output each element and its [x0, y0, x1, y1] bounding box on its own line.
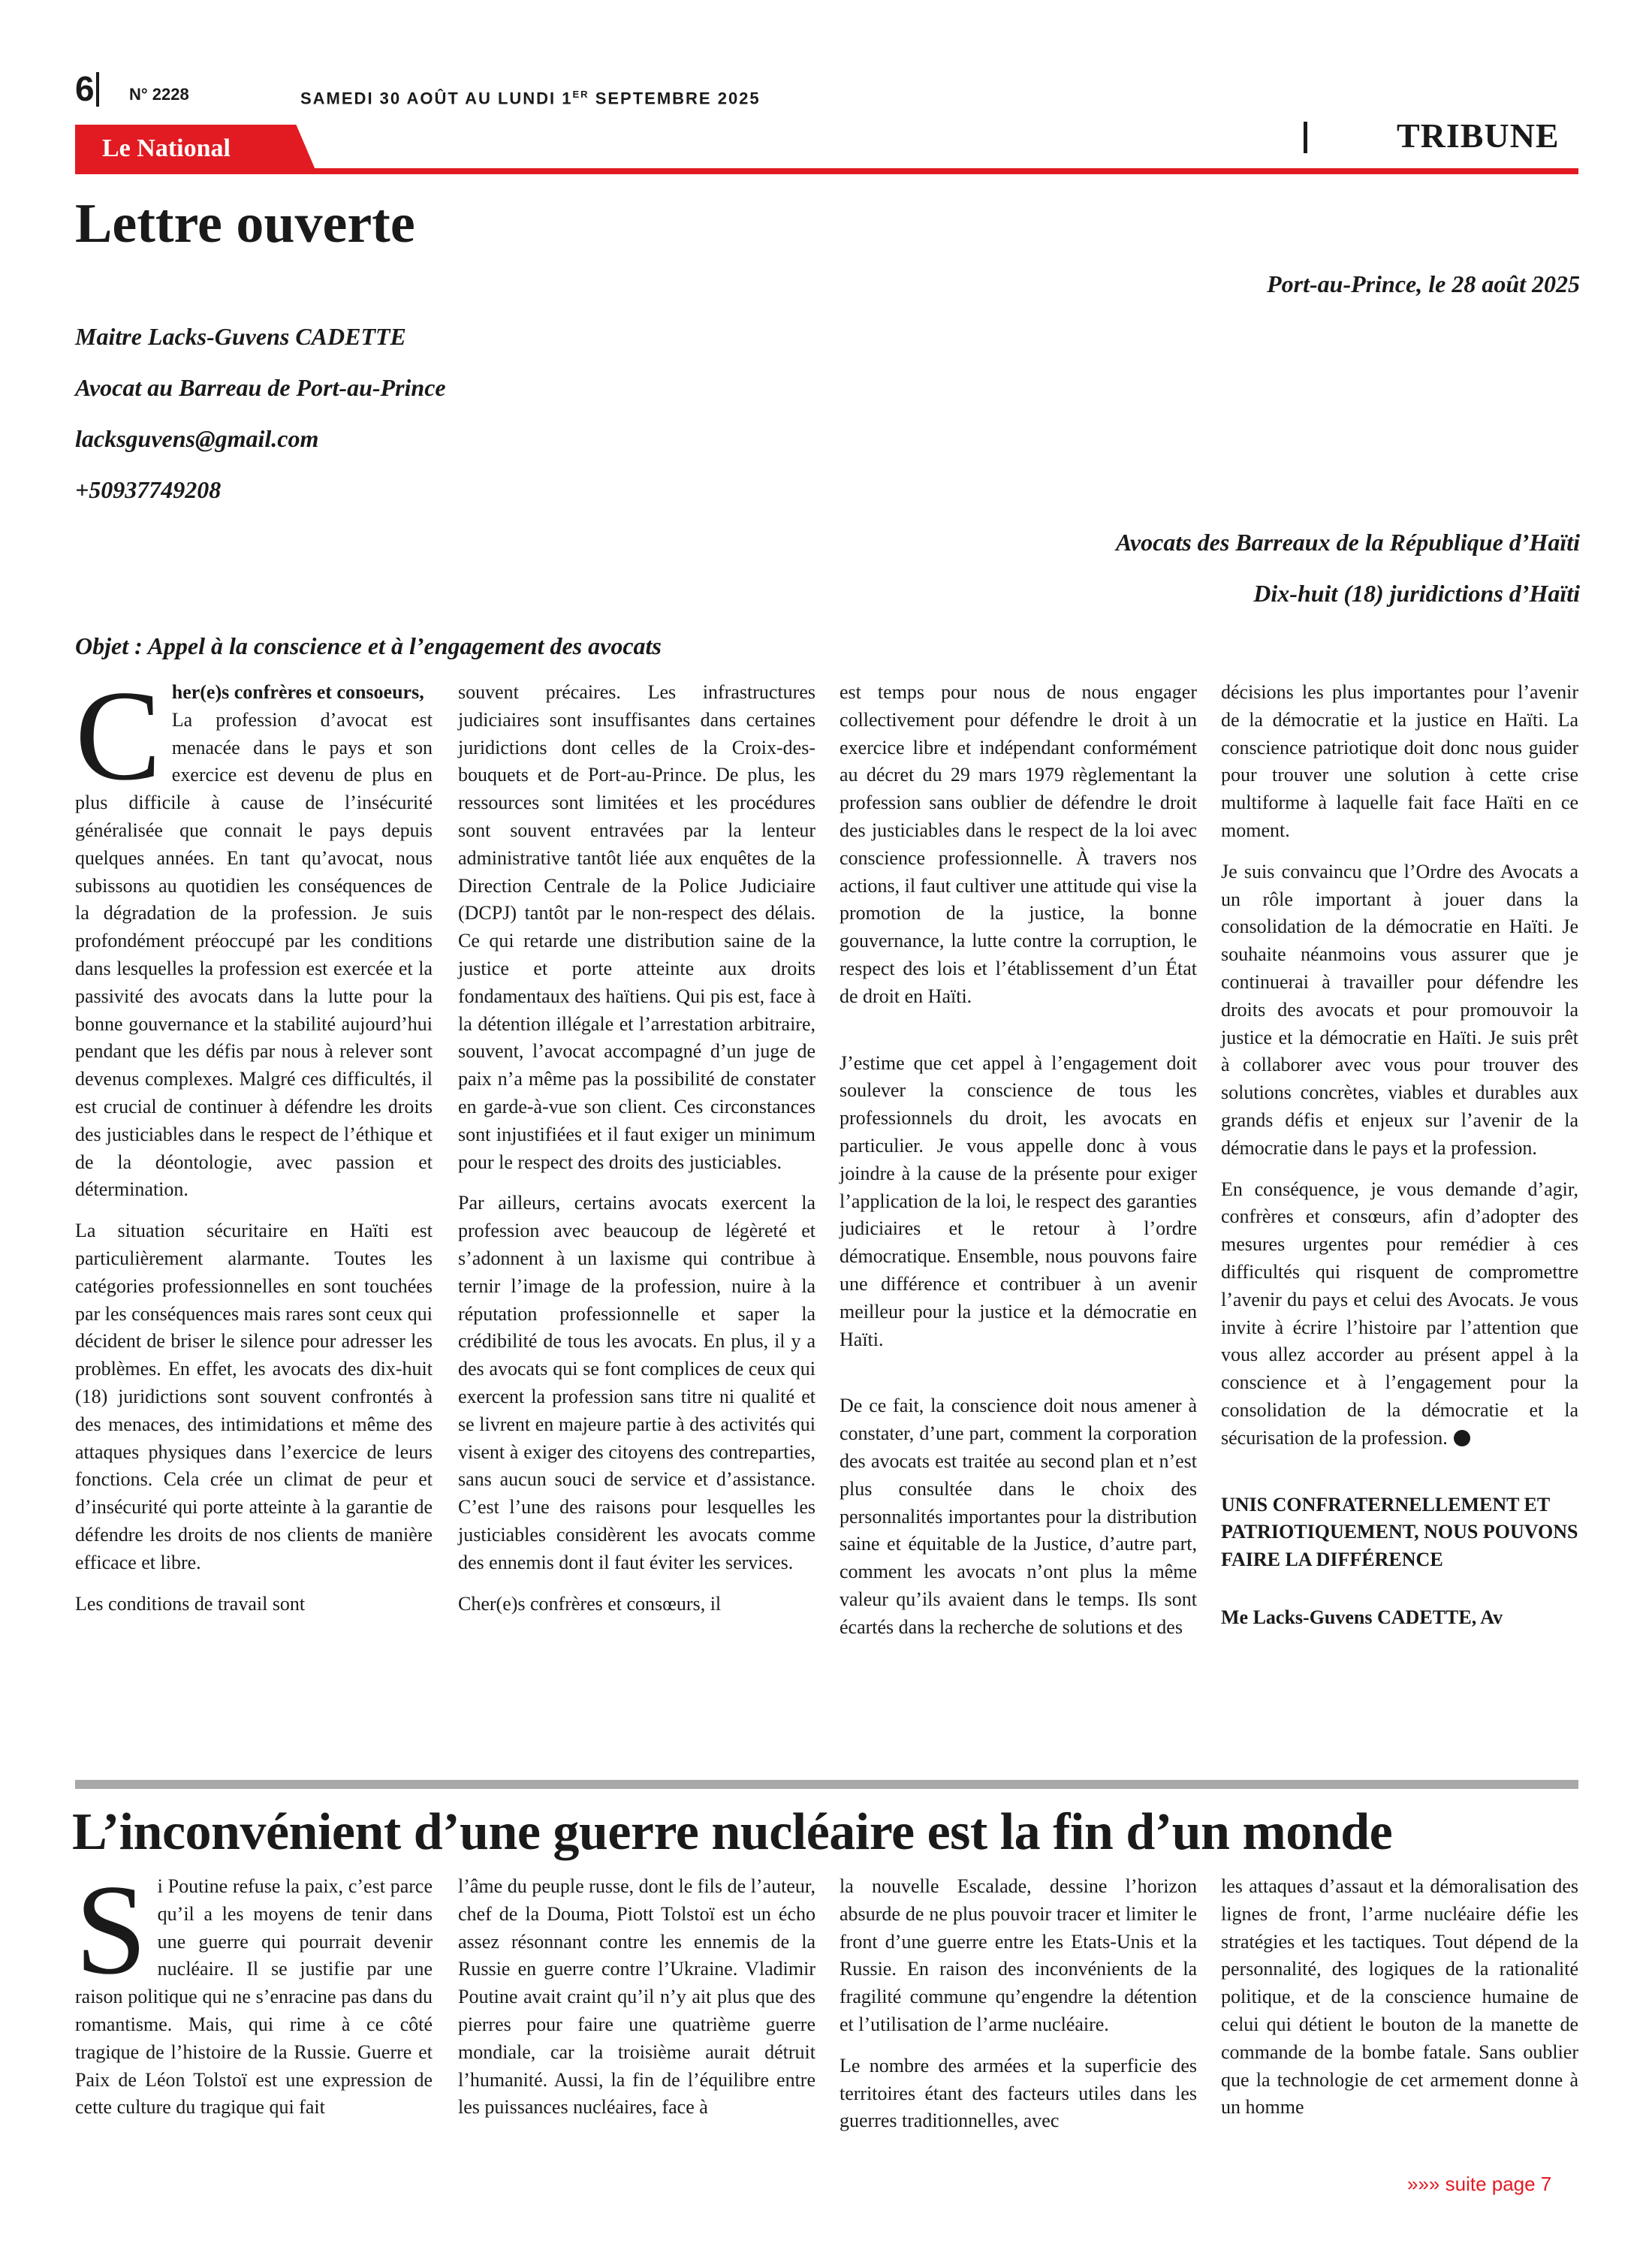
continued-link[interactable]: »»» suite page 7: [1407, 2173, 1552, 2195]
paragraph: De ce fait, la conscience doit nous amener à constater, d’une part, comment la corporation des avocats est traitée au second plan et n’est plus consultée dans le choix des personnalités importantes pour la distribution saine et équitable de la Justice, d’autre part, comment les avocats n’ont plus la même valeur qu’ils avaient dans le temps. Ils sont écartés dans la recherche de solutions et des: [840, 1395, 1197, 1638]
recipient-line-2: Dix-huit (18) juridictions d’Haïti: [1253, 580, 1580, 607]
paragraph: Le nombre des armées et la superficie des territoires étant des facteurs utiles dans les guerres traditionnelles, avec: [840, 2054, 1197, 2132]
article-divider: [75, 1780, 1578, 1789]
paragraph: La situation sécuritaire en Haïti est particulièrement alarmante. Toutes les catégories professionnelles en sont touchées par les conséquences mais rares sont ceux qui décident de briser le silence pour adresser les problèmes. En effet, les avocats des dix-huit (18) juridictions sont souvent confrontés à des menaces, des intimidations et même des attaques physiques dans l’exercice de leurs fonctions. Cela crée un climat de peur et d’insécurité qui porte atteinte à la garantie de défendre les droits de nos clients de manière efficace et libre.: [75, 1220, 433, 1573]
paragraph-text: En conséquence, je vous demande d’agir, confrères et consœurs, afin d’adopter des mesures urgentes pour remédier à ces difficultés qui risquent de compromettre l’avenir du pays et celui des Avocats. Je vous invite à écrire l’histoire par l’attention que vous allez accorder au présent appel à la conscience et à l’engagement pour la consolidation de la démocratie et la sécurisation de la profession.: [1221, 1178, 1578, 1449]
article2-title: L’inconvénient d’une guerre nucléaire est la fin d’un monde: [72, 1803, 1393, 1861]
letter-column-4: [1221, 679, 1578, 1645]
article2-column-2: [458, 1873, 815, 2135]
paragraph: J’estime que cet appel à l’engagement doit soulever la conscience de tous les professionnels du droit, les avocats en particulier. Je vous appelle donc à vous joindre à la cause de la présente pour exiger l’application de la loi, le respect des garanties judiciaires et le retour à l’ordre démocratique. Ensemble, nous pouvons faire une différence et contribuer à un avenir meilleur pour la justice et la démocratie en Haïti.: [840, 1051, 1197, 1350]
closing-statement: UNIS CONFRATERNELLEMENT ET PATRIOTIQUEMENT, NOUS POUVONS FAIRE LA DIFFÉRENCE: [1221, 1493, 1578, 1571]
paragraph: [1221, 1176, 1578, 1452]
edition-date-end: SEPTEMBRE 2025: [589, 89, 761, 108]
header-rule: [75, 168, 1578, 174]
article-title: Lettre ouverte: [75, 193, 415, 255]
paragraph: [75, 1859, 433, 2122]
edition-date-superscript: ER: [572, 89, 589, 100]
letter-opening-paragraph: [75, 665, 433, 1204]
salutation: her(e)s confrères et consoeurs,: [171, 681, 424, 703]
sender-phone: +50937749208: [75, 476, 222, 503]
drop-cap: C: [75, 665, 161, 807]
paragraph: Je suis convaincu que l’Ordre des Avocats a un rôle important à jouer dans la consolidation de la démocratie en Haïti. Je souhaite néanmoins vous assurer que je continuerai à travailler pour défendre les droits des avocats et pour promouvoir la justice et la démocratie en Haïti. Je suis prêt à collaborer avec vous pour trouver des solutions concrètes, viables et durables aux grands défis et enjeux sur l’avenir de la démocratie dans le pays et la profession.: [1221, 860, 1578, 1159]
end-mark-icon: [1454, 1430, 1470, 1446]
paragraph-text: i Poutine refuse la paix, c’est parce qu’il a les moyens de tenir dans une guerre qui pourrait devenir nucléaire. Il se justifie par une raison politique qui ne s’enracine pas dans du romantisme. Mais, qui rime à ce côté tragique de l’histoire de la Russie. Guerre et Paix de Léon Tolstoï est une expression de cette culture du tragique qui fait: [75, 1875, 433, 2119]
section-title: TRIBUNE: [1397, 116, 1560, 155]
paragraph: les attaques d’assaut et la démoralisation des lignes de front, l’arme nucléaire défie les stratégies et les tactiques. Tout dépend de la personnalité, des logiques de la rationalité politique, et de la conscience humaine de celui qui détient le bouton de la manette de commande de la bombe fatale. Sans oublier que la technologie de cet armement donne à un homme: [1221, 1875, 1578, 2119]
paragraph: l’âme du peuple russe, dont le fils de l’auteur, chef de la Douma, Piott Tolstoï est un écho assez résonnant contre les ennemis de la Russie en guerre contre l’Ukraine. Vladimir Poutine avait craint qu’il n’y ait plus que des pierres pour faire une quatrième guerre mondiale, car la troisième aurait détruit l’humanité. Aussi, la fin de l’équilibre entre les puissances nucléaires, face à: [458, 1875, 815, 2119]
page-number-divider: [96, 72, 99, 107]
sender-email: lacksguvens@gmail.com: [75, 425, 319, 452]
paragraph: la nouvelle Escalade, dessine l’horizon absurde de ne plus pouvoir tracer et limiter le front d’une guerre entre les Etats-Unis et la Russie. En raison des inconvénients de la fragilité commune qu’engendre la détention et l’utilisation de l’arme nucléaire.: [840, 1875, 1197, 2035]
section-divider: [1304, 122, 1307, 153]
sender-name: Maitre Lacks-Guvens CADETTE: [75, 323, 406, 350]
signature: Me Lacks-Guvens CADETTE, Av: [1221, 1606, 1503, 1628]
article2-column-3: [840, 1873, 1197, 2149]
paragraph: Cher(e)s confrères et consœurs, il: [458, 1592, 722, 1615]
sender-title: Avocat au Barreau de Port-au-Prince: [75, 374, 446, 401]
drop-cap: S: [75, 1859, 147, 2001]
page-number: 6: [75, 69, 95, 108]
paragraph: Par ailleurs, certains avocats exercent la profession avec beaucoup de légèreté et s’adonnent à un laxisme qui contribue à ternir l’image de la profession, nuire à la réputation professionnelle et saper la crédibilité de tous les avocats. En plus, il y a des avocats qui se font complices de ceux qui exercent la profession sans titre ni qualité et se livrent en majeure partie à des activités qui visent à exiger des citoyens des contreparties, sans aucun souci de service et d’assistance. C’est l’une des raisons pour lesquelles les justiciables considèrent les avocats comme des ennemis dont il faut éviter les services.: [458, 1192, 815, 1573]
paragraph: Les conditions de travail sont: [75, 1592, 306, 1615]
letter-subject: Objet : Appel à la conscience et à l’engagement des avocats: [75, 632, 662, 659]
recipient-line-1: Avocats des Barreaux de la République d’Haïti: [1115, 529, 1580, 556]
letter-column-1: [75, 665, 433, 1631]
paragraph: La profession d’avocat est menacée dans le pays et son exercice est devenu de plus en plus difficile à cause de l’insécurité généralisée que connait le pays depuis quelques années. En tant qu’avocat, nous subissons au quotidien les conséquences de la dégradation de la profession. Je suis profondément préoccupé par les conditions dans lesquelles la profession est exercée et la passivité des avocats dans la lutte pour la bonne gouvernance et la stabilité aujourd’hui pendant que les défis par nous à relever sont devenus complexes. Malgré ces difficultés, il est crucial de continuer à défendre les droits des justiciables dans le respect de l’éthique et de la déontologie, avec passion et détermination.: [75, 708, 433, 1201]
article2-column-4: [1221, 1873, 1578, 2135]
paragraph: souvent précaires. Les infrastructures judiciaires sont insuffisantes dans certaines juridictions dont celles de la Croix-des-bouquets et de Port-au-Prince. De plus, les ressources sont limitées et les procédures sont souvent entravées par la lenteur administrative tantôt liée aux enquêtes de la Direction Centrale de la Police Judiciaire (DCPJ) tantôt par le non-respect des délais. Ce qui retarde une distribution saine de la justice et porte atteinte aux droits fondamentaux des haïtiens. Qui pis est, face à la détention illégale et l’arrestation arbitraire, souvent, l’avocat accompagné d’un juge de paix n’a même pas la possibilité de constater en garde-à-vue son client. Ces circonstances sont injustifiées et il faut exiger un minimum pour le respect des droits des justiciables.: [458, 681, 815, 1173]
article2-column-1: [75, 1859, 433, 2135]
issue-number: N° 2228: [129, 85, 189, 104]
edition-date-main: SAMEDI 30 AOÛT AU LUNDI 1: [300, 89, 573, 108]
paragraph: décisions les plus importantes pour l’avenir de la démocratie et la justice en Haïti. La conscience patriotique doit donc nous guider pour trouver une solution à cette crise multiforme à laquelle fait face Haïti en ce moment.: [1221, 681, 1578, 841]
letter-column-2: [458, 679, 815, 1631]
edition-date: [300, 84, 761, 109]
newspaper-brand: Le National: [102, 134, 231, 162]
paragraph: est temps pour nous de nous engager collectivement pour défendre le droit à un exercice libre et indépendant conformément au décret du 29 mars 1979 règlementant la profession sans oublier de défendre le droit des justiciables dans le respect de la loi avec conscience professionnelle. À travers nos actions, il faut cultiver une attitude qui vise la promotion de la justice, la bonne gouvernance, la lutte contre la corruption, le respect des lois et l’établissement d’un État de droit en Haïti.: [840, 681, 1197, 1007]
place-date: Port-au-Prince, le 28 août 2025: [1267, 270, 1580, 297]
letter-column-3: [840, 679, 1197, 1655]
